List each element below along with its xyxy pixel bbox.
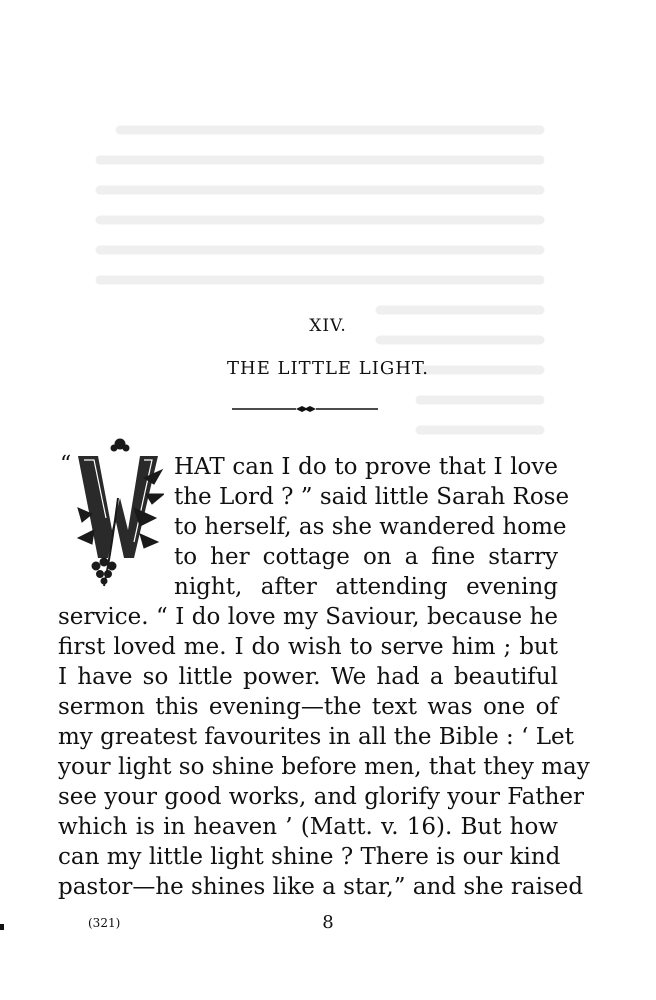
text-line: your light so shine before men, that they may bbox=[58, 754, 590, 780]
text-line: HAT can I do to prove that I love bbox=[174, 454, 558, 480]
opening-quote-mark: “ bbox=[60, 452, 72, 477]
text-line: my greatest favourites in all the Bible : ‘ Let bbox=[58, 724, 574, 750]
text-line: service. “ I do love my Saviour, because he bbox=[58, 604, 558, 630]
text-line: to herself, as she wandered home bbox=[174, 514, 567, 540]
text-line: first loved me. I do wish to serve him ; but bbox=[58, 634, 558, 660]
text-line: the Lord ? ” said little Sarah Rose bbox=[174, 484, 570, 510]
indented-text-block bbox=[174, 452, 570, 602]
ornamental-divider bbox=[232, 402, 378, 416]
page-edge-mark bbox=[0, 924, 4, 930]
page-number: 8 bbox=[322, 912, 334, 933]
text-line: see your good works, and glorify your Father bbox=[58, 784, 585, 810]
signature-mark: (321) bbox=[88, 916, 121, 930]
text-line: sermon this evening—the text was one of bbox=[58, 694, 558, 720]
text-line: night, after attending evening bbox=[174, 574, 558, 600]
text-line: I have so little power. We had a beautiful bbox=[58, 664, 558, 690]
text-line: pastor—he shines like a star,” and she raised bbox=[58, 874, 584, 900]
body-text-block bbox=[58, 602, 590, 902]
chapter-number: XIV. bbox=[309, 316, 347, 336]
decorative-dropcap-w bbox=[74, 438, 164, 588]
text-line: can my little light shine ? There is our kind bbox=[58, 844, 561, 870]
text-line: to her cottage on a fine starry bbox=[174, 544, 558, 570]
text-line: which is in heaven ’ (Matt. v. 16). But how bbox=[58, 814, 558, 840]
chapter-title: THE LITTLE LIGHT. bbox=[226, 358, 429, 379]
